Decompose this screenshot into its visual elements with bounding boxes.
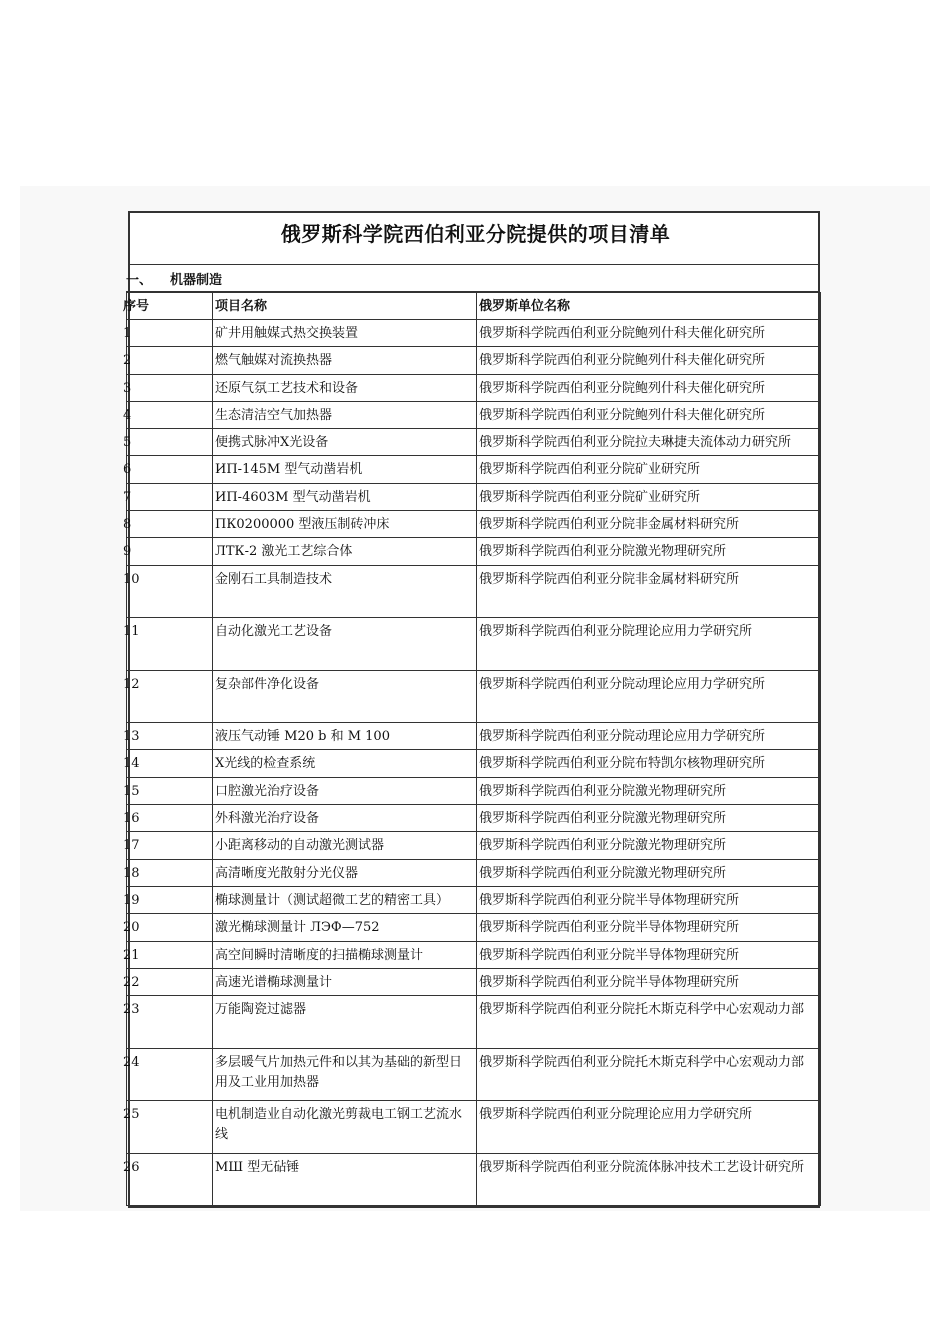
row-index: 19 <box>127 886 213 913</box>
row-project-name: ИП-4603M 型气动凿岩机 <box>213 483 477 510</box>
table-row <box>127 374 821 401</box>
row-project-name: 外科激光治疗设备 <box>213 805 477 832</box>
row-index: 6 <box>127 456 213 483</box>
row-organization: 俄罗斯科学院西伯利亚分院鲍列什科夫催化研究所 <box>477 374 821 401</box>
row-organization: 俄罗斯科学院西伯利亚分院半导体物理研究所 <box>477 941 821 968</box>
row-project-name: 椭球测量计（测试超微工艺的精密工具） <box>213 886 477 913</box>
row-project-name: 便携式脉冲X光设备 <box>213 429 477 456</box>
row-index: 15 <box>127 777 213 804</box>
row-index: 7 <box>127 483 213 510</box>
row-index: 9 <box>127 538 213 565</box>
row-index: 18 <box>127 859 213 886</box>
row-organization: 俄罗斯科学院西伯利亚分院非金属材料研究所 <box>477 565 821 618</box>
table-row <box>127 805 821 832</box>
row-project-name: ПК0200000 型液压制砖冲床 <box>213 511 477 538</box>
row-project-name: 复杂部件净化设备 <box>213 670 477 723</box>
row-project-name: 电机制造业自动化激光剪裁电工钢工艺流水线 <box>213 1101 477 1154</box>
row-project-name: 生态清洁空气加热器 <box>213 401 477 428</box>
row-organization: 俄罗斯科学院西伯利亚分院理论应用力学研究所 <box>477 618 821 671</box>
row-organization: 俄罗斯科学院西伯利亚分院理论应用力学研究所 <box>477 1101 821 1154</box>
row-organization: 俄罗斯科学院西伯利亚分院半导体物理研究所 <box>477 968 821 995</box>
table-row <box>127 1048 821 1101</box>
row-project-name: 激光椭球测量计 ЛЭФ—752 <box>213 914 477 941</box>
row-index: 24 <box>127 1048 213 1101</box>
row-organization: 俄罗斯科学院西伯利亚分院托木斯克科学中心宏观动力部 <box>477 1048 821 1101</box>
row-organization: 俄罗斯科学院西伯利亚分院半导体物理研究所 <box>477 886 821 913</box>
row-index: 17 <box>127 832 213 859</box>
row-organization: 俄罗斯科学院西伯利亚分院鲍列什科夫催化研究所 <box>477 347 821 374</box>
row-index: 8 <box>127 511 213 538</box>
row-index: 26 <box>127 1153 213 1206</box>
row-index: 20 <box>127 914 213 941</box>
row-project-name: 矿井用触媒式热交换装置 <box>213 320 477 347</box>
header-project-name: 项目名称 <box>213 293 477 320</box>
row-project-name: 万能陶瓷过滤器 <box>213 996 477 1049</box>
row-organization: 俄罗斯科学院西伯利亚分院拉夫琳捷夫流体动力研究所 <box>477 429 821 456</box>
table-row <box>127 401 821 428</box>
table-row <box>127 483 821 510</box>
row-organization: 俄罗斯科学院西伯利亚分院矿业研究所 <box>477 483 821 510</box>
row-project-name: 高清晰度光散射分光仪器 <box>213 859 477 886</box>
document-title: 俄罗斯科学院西伯利亚分院提供的项目清单 <box>280 222 671 246</box>
table-row <box>127 618 821 671</box>
row-index: 11 <box>127 618 213 671</box>
title-cell <box>130 213 818 265</box>
table-row <box>127 670 821 723</box>
section-heading <box>126 265 818 292</box>
row-organization: 俄罗斯科学院西伯利亚分院激光物理研究所 <box>477 859 821 886</box>
table-row <box>127 832 821 859</box>
row-organization: 俄罗斯科学院西伯利亚分院半导体物理研究所 <box>477 914 821 941</box>
table-row <box>127 347 821 374</box>
row-index: 16 <box>127 805 213 832</box>
row-index: 13 <box>127 723 213 750</box>
row-index: 14 <box>127 750 213 777</box>
row-project-name: 燃气触媒对流换热器 <box>213 347 477 374</box>
table-row <box>127 723 821 750</box>
section-number: 一、 <box>126 272 153 288</box>
row-project-name: 金刚石工具制造技术 <box>213 565 477 618</box>
row-index: 23 <box>127 996 213 1049</box>
row-project-name: 口腔激光治疗设备 <box>213 777 477 804</box>
header-index: 序号 <box>127 293 213 320</box>
table-row <box>127 565 821 618</box>
row-project-name: ЛТК-2 激光工艺综合体 <box>213 538 477 565</box>
section-label: 机器制造 <box>170 272 223 288</box>
table-row <box>127 968 821 995</box>
row-index: 25 <box>127 1101 213 1154</box>
row-index: 12 <box>127 670 213 723</box>
table-row <box>127 886 821 913</box>
row-project-name: MШ 型无砧锤 <box>213 1153 477 1206</box>
table-row <box>127 1101 821 1154</box>
table-row <box>127 429 821 456</box>
table-row <box>127 511 821 538</box>
row-project-name: 多层暖气片加热元件和以其为基础的新型日用及工业用加热器 <box>213 1048 477 1101</box>
row-index: 21 <box>127 941 213 968</box>
row-project-name: 高空间瞬时清晰度的扫描椭球测量计 <box>213 941 477 968</box>
row-index: 5 <box>127 429 213 456</box>
row-index: 2 <box>127 347 213 374</box>
row-organization: 俄罗斯科学院西伯利亚分院鲍列什科夫催化研究所 <box>477 401 821 428</box>
row-index: 10 <box>127 565 213 618</box>
row-index: 22 <box>127 968 213 995</box>
table-row <box>127 914 821 941</box>
row-index: 4 <box>127 401 213 428</box>
table-row <box>127 538 821 565</box>
row-organization: 俄罗斯科学院西伯利亚分院托木斯克科学中心宏观动力部 <box>477 996 821 1049</box>
row-organization: 俄罗斯科学院西伯利亚分院矿业研究所 <box>477 456 821 483</box>
row-index: 1 <box>127 320 213 347</box>
row-organization: 俄罗斯科学院西伯利亚分院布特凯尔核物理研究所 <box>477 750 821 777</box>
table-header-row <box>127 293 821 320</box>
row-organization: 俄罗斯科学院西伯利亚分院激光物理研究所 <box>477 777 821 804</box>
row-project-name: 液压气动锤 M20 b 和 M 100 <box>213 723 477 750</box>
table-row <box>127 996 821 1049</box>
table-row <box>127 456 821 483</box>
header-organization: 俄罗斯单位名称 <box>477 293 821 320</box>
row-project-name: 小距离移动的自动激光测试器 <box>213 832 477 859</box>
row-project-name: 高速光谱椭球测量计 <box>213 968 477 995</box>
row-organization: 俄罗斯科学院西伯利亚分院动理论应用力学研究所 <box>477 670 821 723</box>
row-project-name: 还原气氛工艺技术和设备 <box>213 374 477 401</box>
table-row <box>127 320 821 347</box>
table-row <box>127 750 821 777</box>
row-project-name: ИП-145M 型气动凿岩机 <box>213 456 477 483</box>
row-organization: 俄罗斯科学院西伯利亚分院动理论应用力学研究所 <box>477 723 821 750</box>
table-row <box>127 777 821 804</box>
row-organization: 俄罗斯科学院西伯利亚分院非金属材料研究所 <box>477 511 821 538</box>
table-row <box>127 941 821 968</box>
row-organization: 俄罗斯科学院西伯利亚分院激光物理研究所 <box>477 805 821 832</box>
row-organization: 俄罗斯科学院西伯利亚分院激光物理研究所 <box>477 832 821 859</box>
row-project-name: 自动化激光工艺设备 <box>213 618 477 671</box>
row-index: 3 <box>127 374 213 401</box>
row-project-name: X光线的检查系统 <box>213 750 477 777</box>
project-list-document <box>123 211 820 1208</box>
project-table <box>123 292 821 1206</box>
row-organization: 俄罗斯科学院西伯利亚分院流体脉冲技术工艺设计研究所 <box>477 1153 821 1206</box>
table-row <box>127 859 821 886</box>
row-organization: 俄罗斯科学院西伯利亚分院鲍列什科夫催化研究所 <box>477 320 821 347</box>
table-row <box>127 1153 821 1206</box>
row-organization: 俄罗斯科学院西伯利亚分院激光物理研究所 <box>477 538 821 565</box>
